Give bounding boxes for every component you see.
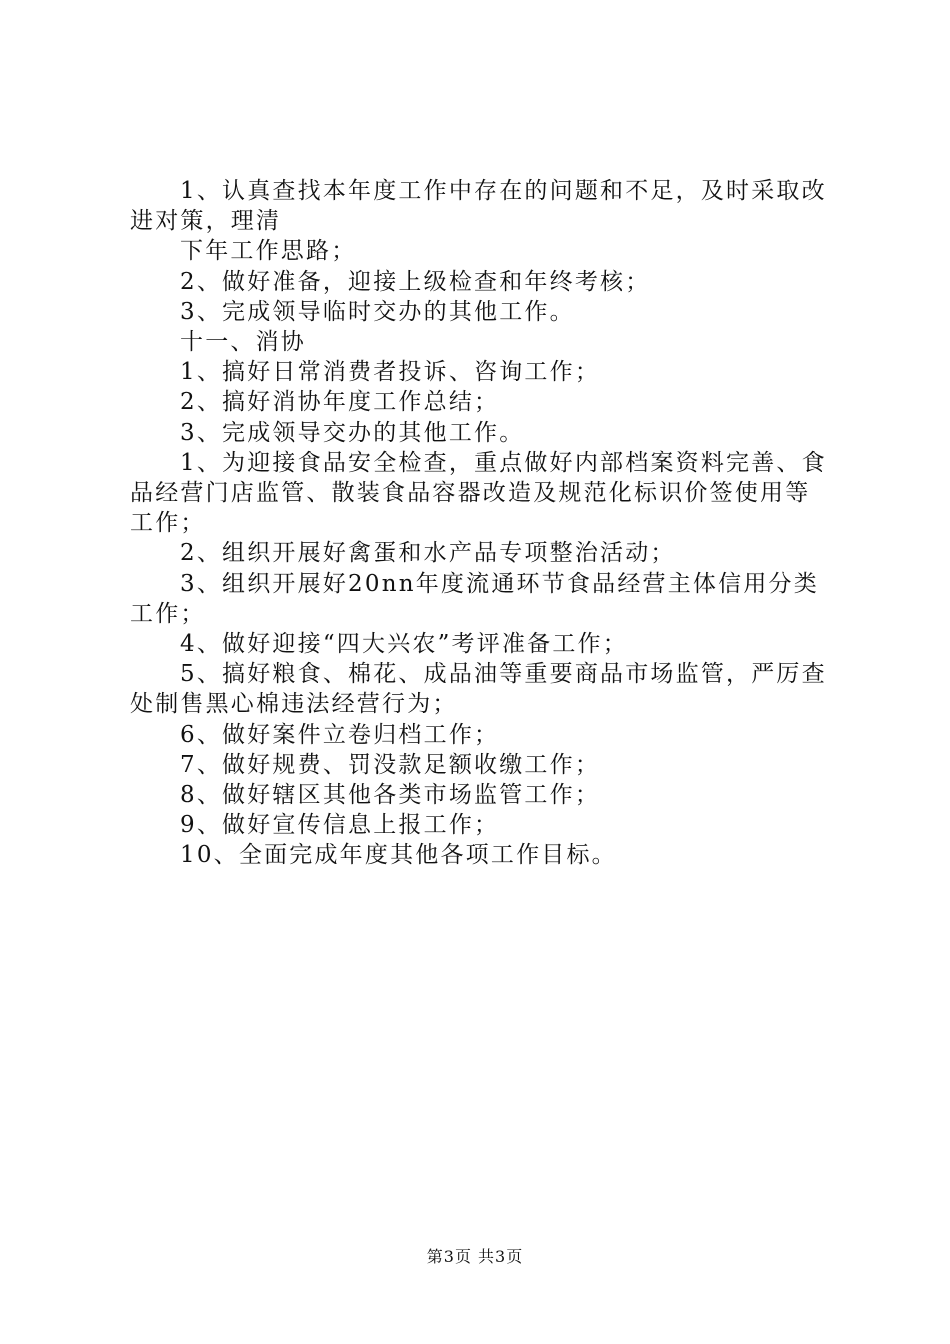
paragraph-item-9: 9、做好宣传信息上报工作； [180,812,500,839]
document-body [130,176,830,871]
paragraph-item-4: 4、做好迎接“四大兴农”考评准备工作； [180,631,628,658]
paragraph-item-2: 2、做好准备，迎接上级检查和年终考核； [180,268,651,295]
paragraph-item-8: 8、做好辖区其他各类市场监管工作； [180,782,601,809]
paragraph-item-6: 6、做好案件立卷归档工作； [180,721,500,748]
paragraph-consumer-2: 2、搞好消协年度工作总结； [180,389,500,416]
paragraph-item-1-continuation: 下年工作思路； [180,238,357,265]
paragraph-consumer-3: 3、完成领导交办的其他工作。 [180,419,525,446]
paragraph-item-5: 5、搞好粮食、棉花、成品油等重要商品市场监管，严厉查处制售黑心棉违法经营行为； [130,661,827,718]
paragraph-food-1: 1、为迎接食品安全检查，重点做好内部档案资料完善、食品经营门店监管、散装食品容器改造及规范化标识价签使用等工作； [130,449,827,537]
section-heading-consumer-association: 十一、消协 [180,329,306,356]
page-number-label: 第3页 共3页 [426,1247,524,1266]
paragraph-food-3: 3、组织开展好20nn年度流通环节食品经营主体信用分类工作； [130,570,819,627]
paragraph-item-10: 10、全面完成年度其他各项工作目标。 [180,842,617,869]
paragraph-consumer-1: 1、搞好日常消费者投诉、咨询工作； [180,359,601,386]
paragraph-food-2: 2、组织开展好禽蛋和水产品专项整治活动； [180,540,676,567]
paragraph-item-7: 7、做好规费、罚没款足额收缴工作； [180,751,601,778]
page-footer [0,1244,950,1267]
paragraph-item-1: 1、认真查找本年度工作中存在的问题和不足，及时采取改进对策，理清 [130,178,827,235]
paragraph-item-3: 3、完成领导临时交办的其他工作。 [180,298,575,325]
